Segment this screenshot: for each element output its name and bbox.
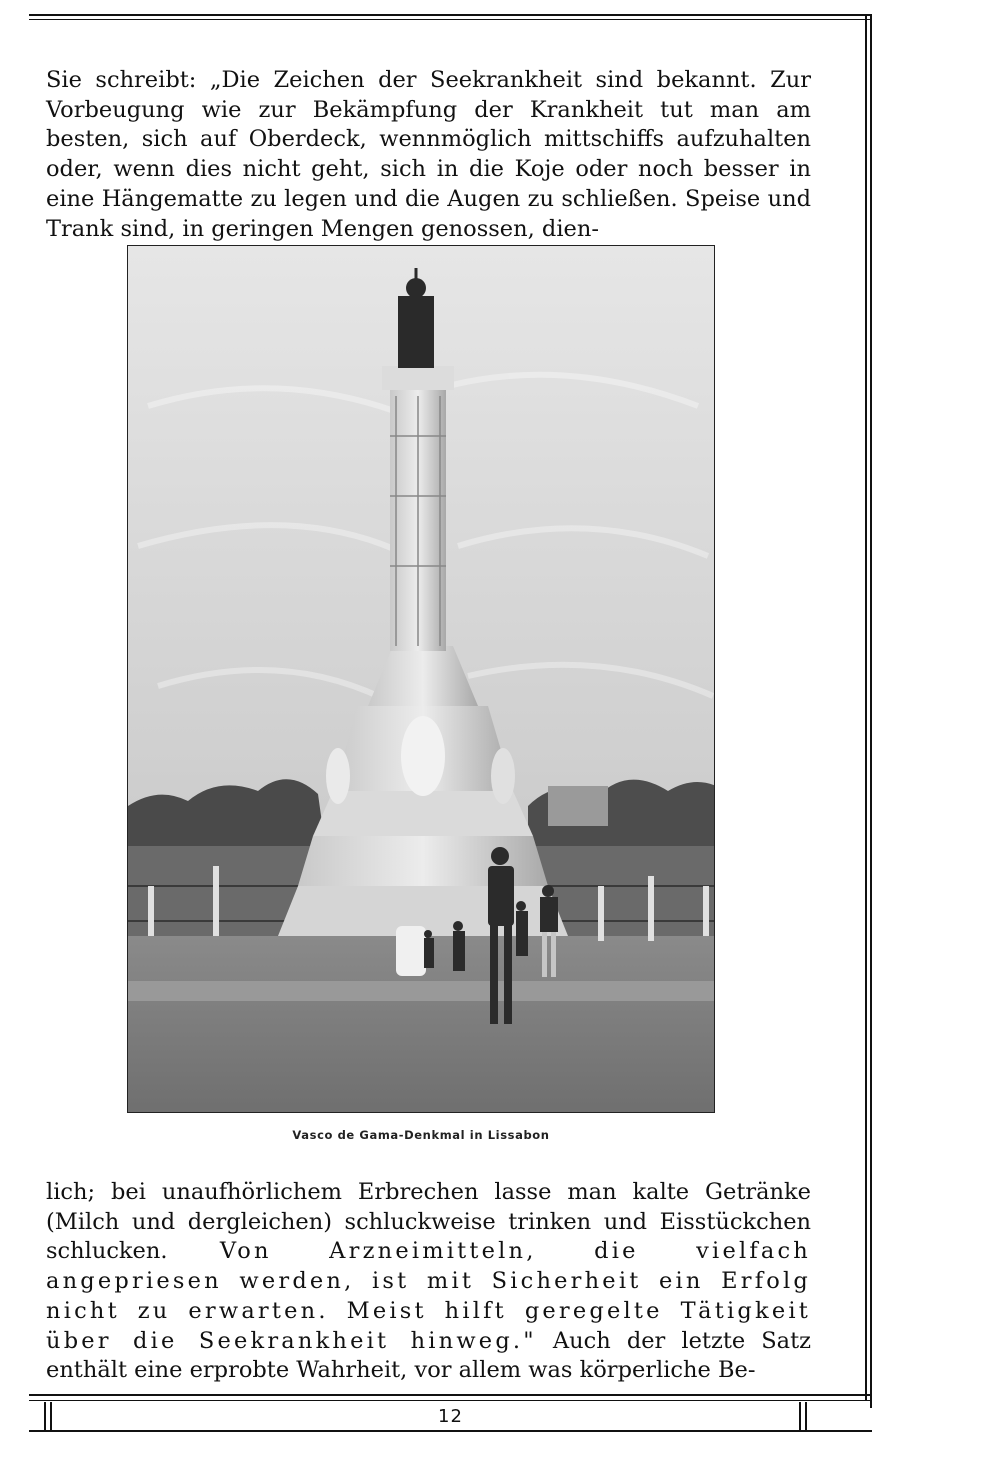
figure-caption: Vasco de Gama-Denkmal in Lissabon [292,1128,550,1142]
top-rule [29,14,871,16]
right-border [865,14,867,1400]
bottom-rule-thin [29,1400,872,1401]
footer-rule [29,1430,872,1432]
paragraph-bottom [46,1178,811,1386]
page-number: 12 [438,1406,463,1427]
paragraph-top: Sie schreibt: „Die Zeichen der Seekrankheit sind bekannt. Zur Vorbeugung wie zur Bekämpfung der Krankheit tut man am besten, sich auf Oberdeck, wennmöglich mittschiffs aufzuhalten oder, wenn dies nicht geht, sich in die Koje oder noch besser in eine Hängematte zu legen und die Augen zu schließen. Speise und Trank sind, in geringen Mengen genossen, dien- [46,67,811,242]
right-border-outer [870,14,872,1408]
top-rule-thin [29,19,871,20]
paragraph-bottom-text-1: lich; bei unaufhörlichem Erbrechen lasse man kalte Getränke (Milch und dergleichen) schluckweise trinken und Eisstückchen schlucken. [46,1179,811,1265]
paragraph-bottom-spaced-text: Von Arzneimitteln, die vielfach angepriesen werden, ist mit Sicherheit ein Erfolg nicht zu erwarten. Meist hilft geregelte Tätigkeit über die Seekrankheit hinweg." [46,1238,811,1354]
paragraph-bottom-text-2: Auch der letzte Satz enthält eine erprobte Wahrheit, vor allem was körperliche Be- [46,1327,811,1384]
monument-photo [127,245,715,1113]
bottom-rule [29,1394,872,1396]
